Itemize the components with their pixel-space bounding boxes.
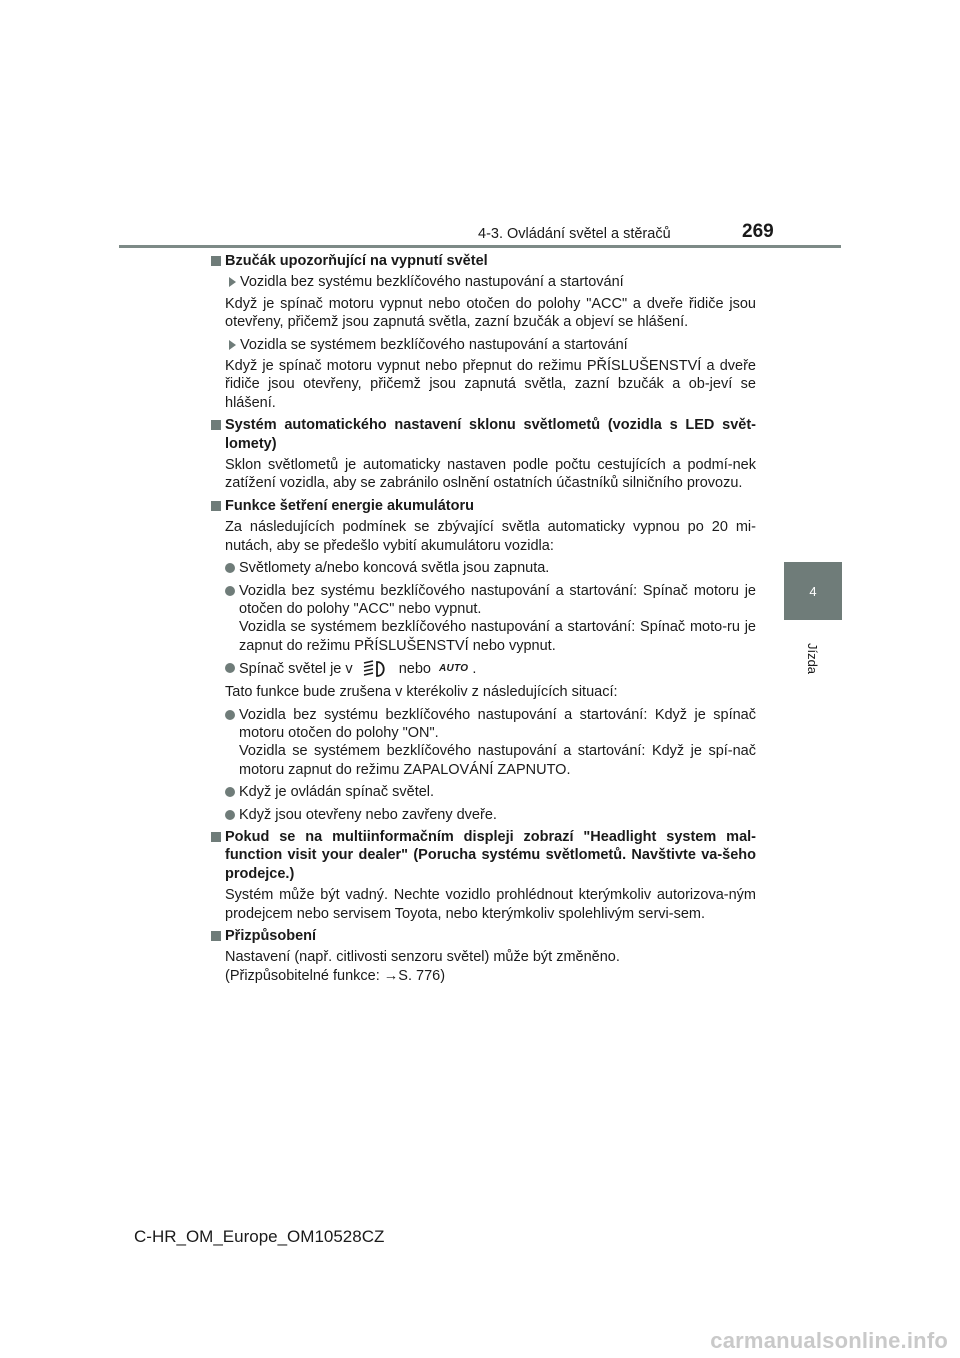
header-divider — [119, 245, 841, 248]
cross-reference-link[interactable]: (Přizpůsobitelné funkce: →S. 776) — [225, 967, 446, 984]
section-marker-icon — [211, 832, 221, 842]
section-title: Pokud se na multiinformačním displeji zobrazí "Headlight system mal-function visit your dealer" (Porucha systému světlometů. Navštivte va-šeho prodejce.) — [225, 828, 756, 882]
paragraph: Když je spínač motoru vypnut nebo otočen do polohy "ACC" a dveře řidiče jsou otevřeny, přičemž jsou zapnutá světla, zazní bzučák a objeví se hlášení. — [225, 295, 756, 331]
chapter-tab-label: Jízda — [805, 642, 821, 674]
section-light-buzzer — [211, 252, 756, 412]
section-marker-icon — [211, 501, 221, 511]
subheading: Vozidla bez systému bezklíčového nastupování a startování — [227, 273, 756, 291]
page-content — [211, 252, 756, 989]
bullet-icon — [225, 810, 235, 820]
paragraph: Systém může být vadný. Nechte vozidlo prohlédnout kterýmkoliv autorizova-ným prodejcem nebo servisem Toyota, nebo kterýmkoliv spolehlivým servi-sem. — [225, 887, 756, 922]
header-section-title: 4-3. Ovládání světel a stěračů — [478, 226, 671, 242]
bullet-icon — [225, 710, 235, 720]
section-title: Bzučák upozorňující na vypnutí světel — [225, 253, 488, 269]
chapter-tab[interactable]: 4 — [784, 562, 842, 620]
auto-mode-icon: AUTO — [439, 662, 469, 674]
paragraph: Za následujících podmínek se zbývající světla automaticky vypnou po 20 mi-nutách, aby se předešlo vybití akumulátoru vozidla: — [225, 519, 756, 554]
section-headlight-malfunction — [211, 828, 756, 923]
bullet-icon — [225, 586, 235, 596]
list-item: Světlomety a/nebo koncová světla jsou zapnuta. — [225, 559, 756, 577]
bullet-icon — [225, 563, 235, 573]
bullet-icon — [225, 787, 235, 797]
document-code: C-HR_OM_Europe_OM10528CZ — [134, 1227, 385, 1246]
watermark: carmanualsonline.info — [710, 1328, 948, 1353]
page-number: 269 — [742, 221, 774, 242]
section-marker-icon — [211, 256, 221, 266]
section-customization — [211, 927, 756, 985]
triangle-bullet-icon — [229, 340, 236, 350]
subheading: Vozidla se systémem bezklíčového nastupování a startování — [227, 336, 756, 354]
section-title: Funkce šetření energie akumulátoru — [225, 497, 474, 514]
headlight-icon — [361, 659, 391, 679]
section-marker-icon — [211, 420, 221, 430]
section-auto-leveling — [211, 416, 756, 493]
triangle-bullet-icon — [229, 277, 236, 287]
list-item: Spínač světel je v nebo AUTO . — [225, 659, 756, 679]
section-marker-icon — [211, 931, 221, 941]
bullet-icon — [225, 663, 235, 673]
paragraph: Sklon světlometů je automaticky nastaven podle počtu cestujících a podmí-nek zatížení vozidla, aby se zabránilo oslnění ostatních účastníků silničního provozu. — [225, 457, 756, 492]
list-item: Vozidla bez systému bezklíčového nastupování a startování: Když je spínač motoru otočen do polohy "ON". Vozidla se systémem bezklíčového nastupování a startování: Když je spí-nač motoru zapnut do režimu ZAPALOVÁNÍ ZAPNUTO. — [225, 706, 756, 780]
list-item: Vozidla bez systému bezklíčového nastupování a startování: Spínač motoru je otočen do polohy "ACC" nebo vypnut. Vozidla se systémem bezklíčového nastupování a startování: Spínač moto-ru je zapnut do režimu PŘÍSLUŠENSTVÍ nebo vypnut. — [225, 582, 756, 656]
section-title: Systém automatického nastavení sklonu světlometů (vozidla s LED svět-lomety) — [225, 417, 756, 452]
paragraph: Když je spínač motoru vypnut nebo přepnut do režimu PŘÍSLUŠENSTVÍ a dveře řidiče jsou otevřeny, přičemž jsou zapnutá světla, zazní bzučák a ob-jeví se hlášení. — [225, 358, 756, 411]
list-item: Když jsou otevřeny nebo zavřeny dveře. — [225, 806, 756, 824]
section-battery-saver — [211, 497, 756, 824]
section-title: Přizpůsobení — [225, 928, 317, 944]
paragraph: Nastavení (např. citlivosti senzoru světel) může být změněno. — [225, 949, 620, 966]
list-item: Když je ovládán spínač světel. — [225, 783, 756, 801]
paragraph: Tato funkce bude zrušena v kterékoliv z následujících situací: — [225, 684, 618, 701]
